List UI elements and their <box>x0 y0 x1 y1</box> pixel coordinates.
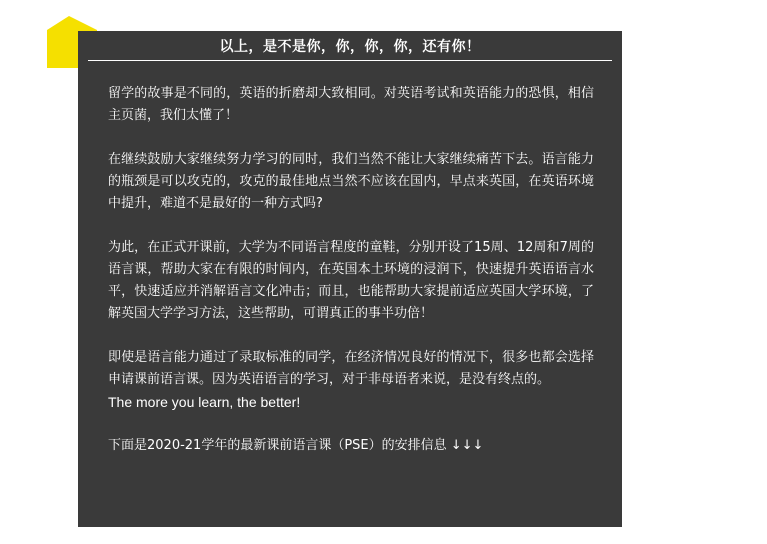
paragraph-3: 为此，在正式开课前，大学为不同语言程度的童鞋，分别开设了15周、12周和7周的语言课，帮助大家在有限的时间内，在英国本土环境的浸润下，快速提升英语语言水平，快速适应并消解语言文化冲击；而且，也能帮助大家提前适应英国大学环境，了解英国大学学习方法，这些帮助，可谓真正的事半功倍！ <box>108 240 594 321</box>
paragraph-1: 留学的故事是不同的，英语的折磨却大致相同。对英语考试和英语能力的恐惧，相信主页菌，我们太懂了！ <box>108 86 594 123</box>
card-body <box>108 83 594 479</box>
paragraph-4: 即使是语言能力通过了录取标准的同学，在经济情况良好的情况下，很多也都会选择申请课前语言课。因为英语语言的学习，对于非母语者来说，是没有终点的。 <box>108 350 594 387</box>
card-title: 以上，是不是你，你，你，你，还有你！ <box>219 39 481 55</box>
content-card <box>78 31 622 527</box>
paragraph-2: 在继续鼓励大家继续努力学习的同时，我们当然不能让大家继续痛苦下去。语言能力的瓶颈是可以攻克的，攻克的最佳地点当然不应该在国内，早点来英国，在英语环境中提升，难道不是最好的一种方式吗? <box>108 152 594 211</box>
title-divider <box>88 60 612 61</box>
english-slogan: The more you learn, the better! <box>108 394 301 410</box>
closing-line: 下面是2020-21学年的最新课前语言课（PSE）的安排信息 ↓↓↓ <box>108 438 484 453</box>
